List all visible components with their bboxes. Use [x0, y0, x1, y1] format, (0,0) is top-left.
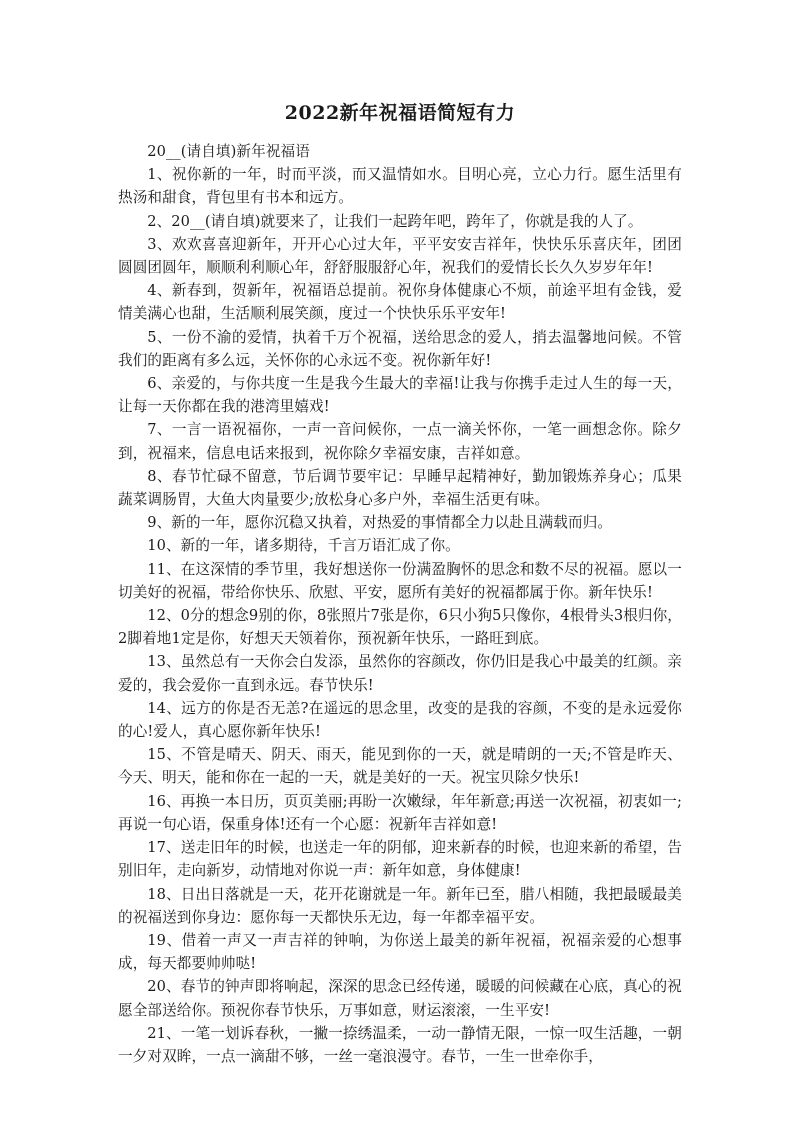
paragraph: 18、日出日落就是一天，花开花谢就是一年。新年已至，腊八相随，我把最暖最美的祝福送到你身边：愿你每一天都快乐无边，每一年都幸福平安。: [118, 885, 682, 926]
paragraph: 1、祝你新的一年，时而平淡，而又温情如水。目明心亮，立心力行。愿生活里有热汤和甜食，背包里有书本和远方。: [118, 166, 682, 207]
paragraph: 13、虽然总有一天你会白发添，虽然你的容颜改，你仍旧是我心中最美的红颜。亲爱的，我会爱你一直到永远。春节快乐!: [118, 653, 682, 694]
paragraph: 12、0分的想念9别的你，8张照片7张是你，6只小狗5只像你，4根骨头3根归你，2脚着地1定是你，好想天天领着你，预祝新年快乐，一路旺到底。: [118, 607, 682, 648]
paragraph: 5、一份不渝的爱情，执着千万个祝福，送给思念的爱人，捎去温馨地问候。不管我们的距离有多么远，关怀你的心永远不变。祝你新年好!: [118, 328, 682, 369]
document-page: [118, 100, 682, 1068]
paragraph: 21、一笔一划诉春秋，一撇一捺绣温柔，一动一静情无限，一惊一叹生活趣，一朝一夕对双眸，一点一滴甜不够，一丝一毫浪漫守。春节，一生一世牵你手，: [118, 1024, 682, 1065]
paragraph: 8、春节忙碌不留意，节后调节要牢记：早睡早起精神好，勤加锻炼养身心；瓜果蔬菜调肠胃，大鱼大肉量要少;放松身心多户外，幸福生活更有味。: [118, 467, 682, 509]
paragraph: 14、远方的你是否无恙?在遥远的思念里，改变的是我的容颜，不变的是永远爱你的心!爱人，真心愿你新年快乐!: [118, 699, 682, 741]
paragraph: 4、新春到，贺新年，祝福语总提前。祝你身体健康心不烦，前途平坦有金钱，爱情美满心也甜，生活顺利展笑颜，度过一个快快乐乐平安年!: [118, 282, 682, 323]
document-title: 2022新年祝福语简短有力: [284, 102, 516, 124]
paragraph: 6、亲爱的，与你共度一生是我今生最大的幸福!让我与你携手走过人生的每一天，让每一天你都在我的港湾里嬉戏!: [118, 375, 682, 416]
paragraph: 17、送走旧年的时候，也送走一年的阴郁，迎来新春的时候，也迎来新的希望，告别旧年，走向新岁，动情地对你说一声：新年如意，身体健康!: [118, 839, 682, 880]
paragraph: 20、春节的钟声即将响起，深深的思念已经传递，暖暖的问候藏在心底，真心的祝愿全部送给你。预祝你春节快乐，万事如意，财运滚滚，一生平安!: [118, 978, 682, 1019]
paragraph: 3、欢欢喜喜迎新年，开开心心过大年，平平安安吉祥年，快快乐乐喜庆年，团团圆圆团圆年，顺顺利利顺心年，舒舒服服舒心年，祝我们的爱情长长久久岁岁年年!: [118, 235, 682, 277]
paragraph: 7、一言一语祝福你，一声一音问候你，一点一滴关怀你，一笔一画想念你。除夕到，祝福来，信息电话来报到，祝你除夕幸福安康，吉祥如意。: [118, 421, 682, 462]
paragraph: 16、再换一本日历，页页美丽;再盼一次嫩绿，年年新意;再送一次祝福，初衷如一;再说一句心语，保重身体!还有一个心愿：祝新年吉祥如意!: [118, 792, 682, 833]
paragraph: 2、20__(请自填)就要来了，让我们一起跨年吧，跨年了，你就是我的人了。: [147, 212, 643, 230]
paragraph: 9、新的一年，愿你沉稳又执着，对热爱的事情都全力以赴且满载而归。: [147, 514, 613, 532]
paragraph: 19、借着一声又一声吉祥的钟响，为你送上最美的新年祝福，祝福亲爱的心想事成，每天都要帅帅哒!: [118, 931, 682, 973]
paragraph: 10、新的一年，诸多期待，千言万语汇成了你。: [147, 537, 460, 555]
paragraph-subtitle: 20__(请自填)新年祝福语: [147, 143, 310, 160]
paragraph: 11、在这深情的季节里，我好想送你一份满盈胸怀的思念和数不尽的祝福。愿以一切美好的祝福，带给你快乐、欣慰、平安，愿所有美好的祝福都属于你。新年快乐!: [118, 560, 682, 601]
paragraph: 15、不管是晴天、阴天、雨天，能见到你的一天，就是晴朗的一天;不管是昨天、今天、明天，能和你在一起的一天，就是美好的一天。祝宝贝除夕快乐!: [118, 746, 682, 787]
document-body: [118, 140, 682, 1068]
